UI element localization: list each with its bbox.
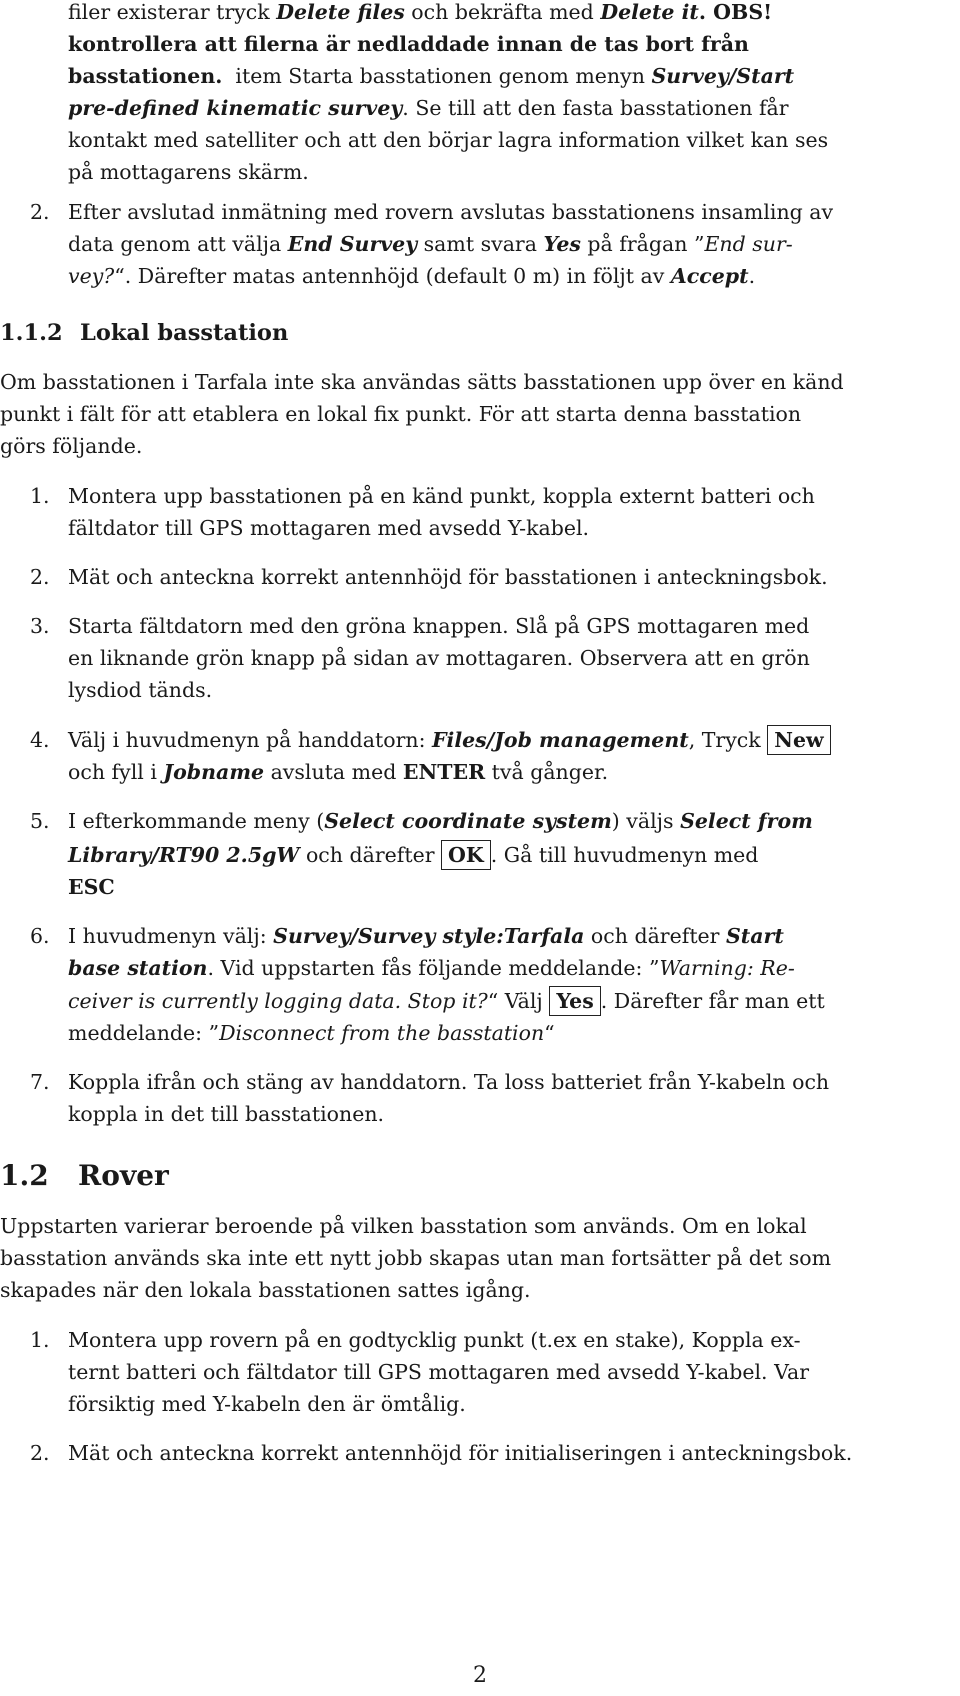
- list-number: 4.: [30, 728, 50, 752]
- paragraph-line: punkt i fält för att etablera en lokal fix punkt. För att starta denna basstation: [0, 402, 802, 426]
- text: två gånger.: [485, 760, 609, 784]
- paragraph-line: görs följande.: [0, 434, 143, 458]
- text: I huvudmenyn välj:: [68, 924, 274, 948]
- text: Montera upp basstationen på en känd punkt, koppla externt batteri och: [68, 484, 815, 508]
- list-number: 1.: [30, 1328, 50, 1352]
- command-accept: Accept: [670, 264, 749, 288]
- text: basstationen.: [68, 64, 223, 88]
- text: och därefter: [584, 924, 726, 948]
- list-item: [0, 1066, 950, 1099]
- list-item-line: [0, 839, 960, 872]
- section-heading: [0, 317, 950, 350]
- list-item: [0, 480, 950, 513]
- text: data genom att välja: [68, 232, 288, 256]
- text: . Därefter får man ett: [600, 989, 825, 1013]
- paragraph-line: Om basstationen i Tarfala inte ska användas sätts basstationen upp över en känd: [0, 370, 844, 394]
- list-item-1-line: kontakt med satelliter och att den börjar lagra information vilket kan ses: [68, 128, 829, 152]
- list-item-2-line: [0, 228, 960, 261]
- list-item-line: koppla in det till basstationen.: [68, 1102, 385, 1126]
- list-item-1-line: på mottagarens skärm.: [68, 160, 309, 184]
- text: avsluta med: [264, 760, 403, 784]
- text: . Se till att den fasta basstationen får: [402, 96, 789, 120]
- command-yes: Yes: [543, 232, 581, 256]
- list-item-line: en liknande grön knapp på sidan av mottagaren. Observera att en grön: [68, 646, 810, 670]
- text: I efterkommande meny (: [68, 809, 325, 833]
- list-item: [0, 724, 950, 757]
- list-item: [0, 610, 950, 643]
- list-item-2: [0, 196, 950, 229]
- list-item-2-line: [0, 260, 960, 293]
- message-text: ceiver is currently logging data. Stop it?: [68, 989, 488, 1013]
- list-number: 6.: [30, 924, 50, 948]
- text: . OBS!: [698, 0, 773, 24]
- section-title: Lokal basstation: [80, 320, 289, 346]
- text: och därefter: [299, 843, 442, 867]
- paragraph-line: basstation används ska inte ett nytt jobb skapas utan man fortsätter på det som: [0, 1246, 832, 1270]
- list-item-1-line: kontrollera att filerna är nedladdade innan de tas bort från: [68, 32, 749, 56]
- text: samt svara: [417, 232, 544, 256]
- command-delete-it: Delete it: [600, 0, 699, 24]
- list-item: [0, 805, 950, 838]
- list-number: 7.: [30, 1070, 50, 1094]
- key-new: New: [767, 725, 830, 755]
- list-number: 3.: [30, 614, 50, 638]
- text: och bekräfta med: [404, 0, 601, 24]
- text: på frågan ”: [580, 232, 705, 256]
- command-text: pre-defined kinematic survey: [68, 96, 403, 120]
- message-text: Disconnect from the basstation: [219, 1021, 545, 1045]
- text: . Vid uppstarten fås följande meddelande: ”: [207, 956, 660, 980]
- paragraph-line: skapades när den lokala basstationen sattes igång.: [0, 1278, 531, 1302]
- list-item-line: [0, 756, 960, 789]
- section-heading: [0, 1156, 950, 1196]
- menu-option: base station: [68, 956, 208, 980]
- list-item: [0, 920, 950, 953]
- section-number: 1.2: [0, 1159, 49, 1192]
- list-item-line: ESC: [68, 875, 115, 899]
- list-item-1-line: [0, 0, 960, 29]
- field-jobname: Jobname: [163, 760, 265, 784]
- list-item-line: [0, 1017, 960, 1050]
- list-number: 2.: [30, 565, 50, 589]
- paragraph-line: Uppstarten varierar beroende på vilken basstation som används. Om en lokal: [0, 1214, 807, 1238]
- text: . Gå till huvudmenyn med: [490, 843, 759, 867]
- text: ) väljs: [611, 809, 681, 833]
- list-number: 1.: [30, 484, 50, 508]
- list-item-line: [0, 985, 960, 1018]
- list-item-line: lysdiod tänds.: [68, 678, 213, 702]
- command-end-survey: End Survey: [287, 232, 418, 256]
- text: “. Därefter matas antennhöjd (default 0 m) in följt av: [114, 264, 671, 288]
- text: “: [544, 1021, 555, 1045]
- key-ok: OK: [441, 840, 491, 870]
- text: Montera upp rovern på en godtycklig punkt (t.ex en stake), Koppla ex-: [68, 1328, 801, 1352]
- command-delete-files: Delete files: [276, 0, 405, 24]
- text: .: [748, 264, 756, 288]
- text: End sur-: [704, 232, 793, 256]
- text: item Starta basstationen genom menyn: [222, 64, 652, 88]
- key-enter: ENTER: [402, 760, 486, 784]
- message-text: Warning: Re-: [659, 956, 795, 980]
- list-item-1-line: [0, 92, 960, 125]
- menu-name: Select coordinate system: [324, 809, 612, 833]
- section-title: Rover: [78, 1159, 169, 1192]
- list-item-line: försiktig med Y-kabeln den är ömtålig.: [68, 1392, 466, 1416]
- text: , Tryck: [688, 728, 768, 752]
- section-number: 1.1.2: [0, 320, 63, 346]
- list-number: 2.: [30, 1441, 50, 1465]
- list-item: [0, 1324, 950, 1357]
- menu-option: Library/RT90 2.5gW: [68, 843, 300, 867]
- text: “ Välj: [487, 989, 550, 1013]
- menu-option: Select from: [680, 809, 813, 833]
- text: Koppla ifrån och stäng av handdatorn. Ta loss batteriet från Y-kabeln och: [68, 1070, 830, 1094]
- list-item-line: fältdator till GPS mottagaren med avsedd Y-kabel.: [68, 516, 590, 540]
- list-item: [0, 1437, 950, 1470]
- menu-option: Start: [726, 924, 784, 948]
- list-item-1-line: [0, 60, 960, 93]
- list-number: 5.: [30, 809, 50, 833]
- text: Mät och anteckna korrekt antennhöjd för initialiseringen i anteckningsbok.: [68, 1441, 853, 1465]
- command-survey-start: Survey/Start: [651, 64, 795, 88]
- text: Välj i huvudmenyn på handdatorn:: [68, 728, 432, 752]
- list-item-line: [0, 952, 960, 985]
- menu-path: Files/Job management: [432, 728, 689, 752]
- list-item: [0, 561, 950, 594]
- page-number: 2: [473, 1663, 487, 1688]
- list-number: 2.: [30, 200, 50, 224]
- text: Starta fältdatorn med den gröna knappen. Slå på GPS mottagaren med: [68, 614, 810, 638]
- text: Efter avslutad inmätning med rovern avslutas basstationens insamling av: [68, 200, 834, 224]
- list-item-line: ternt batteri och fältdator till GPS mottagaren med avsedd Y-kabel. Var: [68, 1360, 810, 1384]
- menu-path: Survey/Survey style:Tarfala: [273, 924, 585, 948]
- key-yes: Yes: [549, 986, 600, 1016]
- text: meddelande: ”: [68, 1021, 220, 1045]
- text: och fyll i: [68, 760, 164, 784]
- text: filer existerar tryck: [68, 0, 277, 24]
- text: vey?: [68, 264, 115, 288]
- text: Mät och anteckna korrekt antennhöjd för basstationen i anteckningsbok.: [68, 565, 828, 589]
